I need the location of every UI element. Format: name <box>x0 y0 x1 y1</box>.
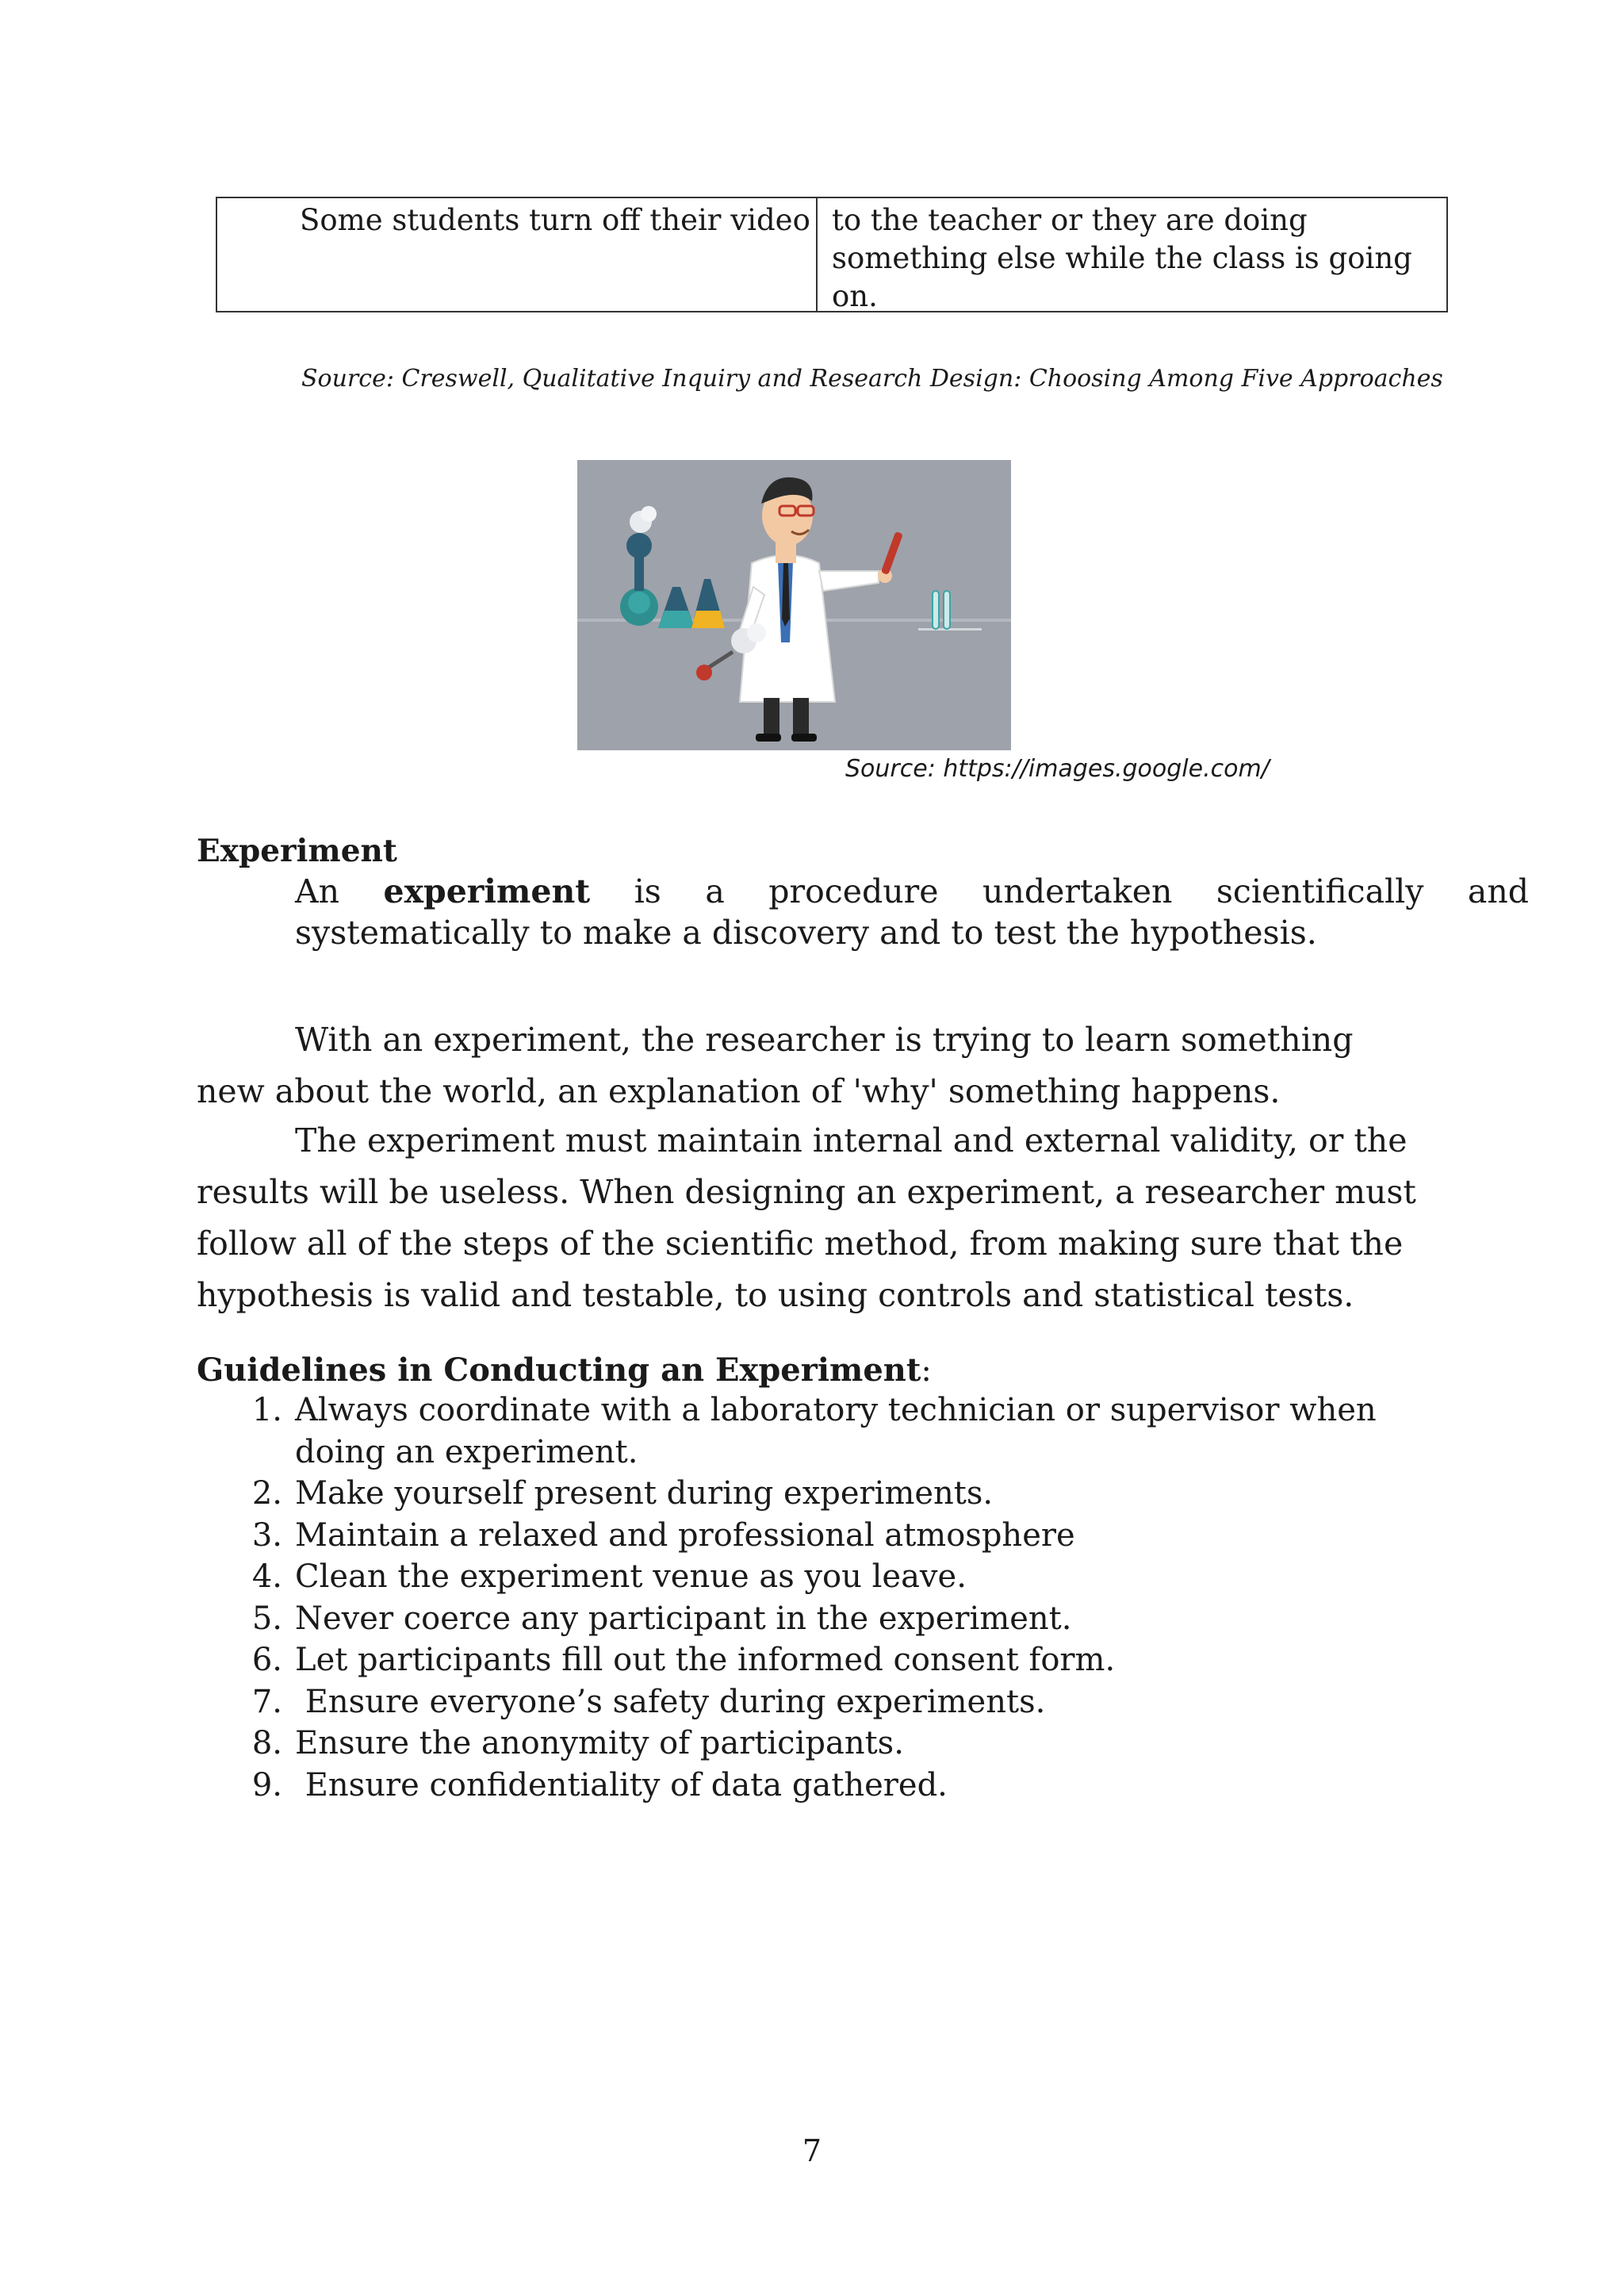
list-item <box>232 1598 1429 1640</box>
section-heading-experiment: Experiment <box>197 833 397 869</box>
list-item-number: 2. <box>251 1475 282 1512</box>
list-item-text: Clean the experiment venue as you leave. <box>295 1558 967 1595</box>
list-item <box>232 1681 1429 1723</box>
list-item <box>232 1556 1429 1598</box>
list-item-text: Ensure confidentiality of data gathered. <box>295 1766 948 1803</box>
page-number: 7 <box>802 2133 822 2168</box>
table-source-caption: Source: Creswell, Qualitative Inquiry and Research Design: Choosing Among Five Approaches <box>301 365 1443 393</box>
table-cell-left: Some students turn off their video <box>217 198 818 311</box>
list-item <box>232 1639 1429 1681</box>
list-item-number: 8. <box>251 1725 282 1761</box>
list-item-text: Never coerce any participant in the experiment. <box>295 1600 1072 1637</box>
list-item-text: Maintain a relaxed and professional atmosphere <box>295 1516 1075 1554</box>
guidelines-list <box>232 1389 1429 1806</box>
list-item-number: 1. <box>251 1392 282 1428</box>
list-item-number: 5. <box>251 1600 282 1637</box>
list-item-text: Ensure everyone’s safety during experiments. <box>295 1683 1046 1720</box>
list-item-number: 7. <box>251 1683 282 1720</box>
purpose-text: With an experiment, the researcher is trying to learn something new about the world, an explanation of 'why' something happens. <box>197 1021 1354 1110</box>
list-item-number: 4. <box>251 1558 282 1595</box>
list-item <box>232 1723 1429 1765</box>
list-item <box>232 1515 1429 1557</box>
experiment-validity-paragraph <box>197 1115 1431 1321</box>
list-item <box>232 1389 1429 1473</box>
experiment-purpose-paragraph <box>197 963 1431 1117</box>
list-item <box>232 1765 1429 1807</box>
experiment-definition-paragraph <box>197 871 1529 953</box>
table-cell-right: to the teacher or they are doing something else while the class is going on. <box>832 203 1412 313</box>
guidelines-heading-colon: : <box>921 1352 932 1389</box>
validity-text: The experiment must maintain internal and external validity, or the results will be useless. When designing an experiment, a researcher must follow all of the steps of the scientific method, from making sure that the hypothesis is valid and testable, to using controls and statistical tests. <box>197 1121 1416 1314</box>
list-item-text: Ensure the anonymity of participants. <box>295 1725 904 1761</box>
definition-body: is a procedure undertaken scientifically and systematically to make a discovery and to test the hypothesis. <box>295 872 1529 952</box>
guidelines-heading-text: Guidelines in Conducting an Experiment <box>197 1351 921 1389</box>
list-item-number: 6. <box>251 1642 282 1678</box>
observation-table <box>216 197 1448 312</box>
list-item-number: 3. <box>251 1516 282 1554</box>
scientist-illustration <box>577 460 1011 750</box>
list-item-text: Always coordinate with a laboratory technician or supervisor when doing an experiment. <box>295 1392 1377 1470</box>
definition-intro: An <box>295 872 384 910</box>
list-item-text: Let participants fill out the informed consent form. <box>295 1642 1116 1678</box>
definition-term: experiment <box>383 872 591 910</box>
image-source-caption: Source: https://images.google.com/ <box>845 755 1270 783</box>
guidelines-heading <box>197 1351 932 1389</box>
list-item-text: Make yourself present during experiments. <box>295 1475 994 1512</box>
list-item-number: 9. <box>251 1766 282 1803</box>
list-item <box>232 1473 1429 1515</box>
